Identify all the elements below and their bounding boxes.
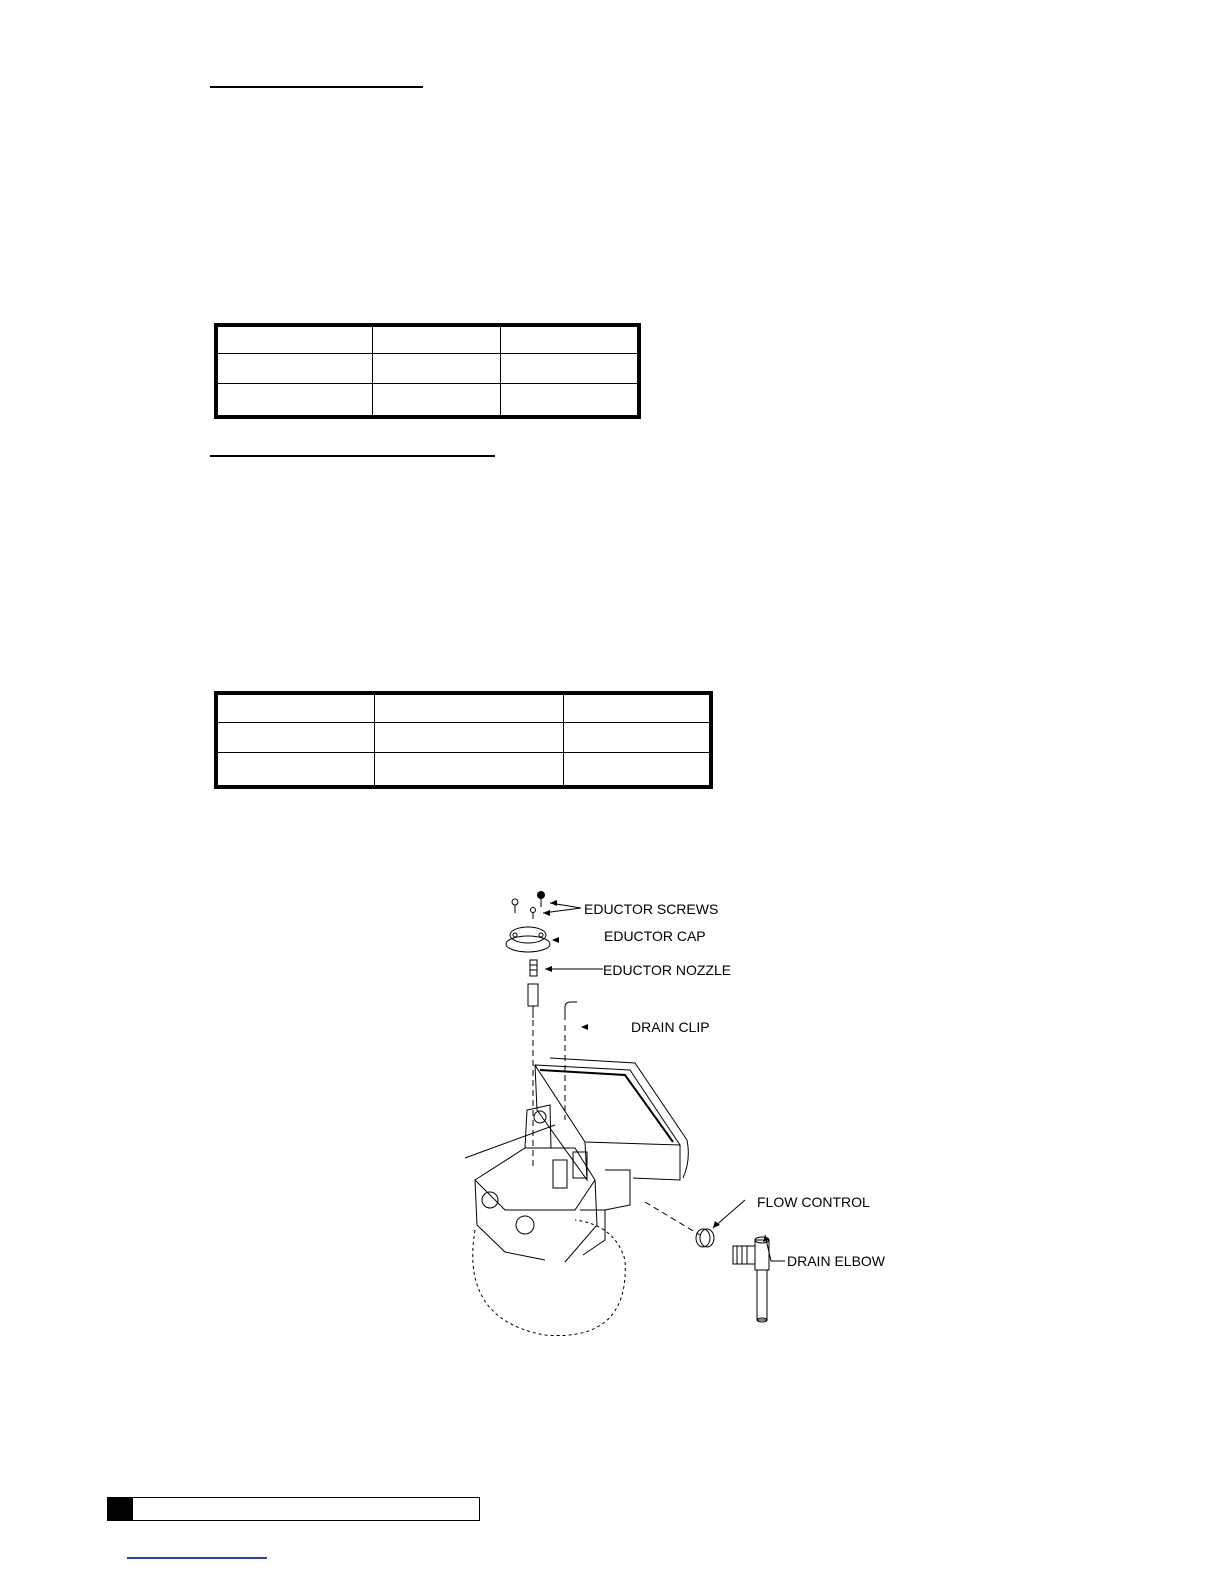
table-row xyxy=(216,752,711,787)
footer-page-tab xyxy=(107,1497,133,1521)
table-cell xyxy=(373,383,501,417)
section-heading-underline-2 xyxy=(210,455,495,457)
table-cell xyxy=(216,693,375,722)
table-cell xyxy=(501,383,640,417)
label-eductor-screws: EDUCTOR SCREWS xyxy=(584,901,719,917)
section-heading-underline-1 xyxy=(210,86,423,88)
table-row xyxy=(216,383,639,417)
table-cell xyxy=(564,722,712,752)
table-cell xyxy=(373,325,501,353)
arrowheads xyxy=(543,900,769,1242)
label-drain-elbow: DRAIN ELBOW xyxy=(787,1253,886,1269)
exploded-parts-diagram xyxy=(455,880,895,1340)
table-row xyxy=(216,353,639,383)
label-flow-control: FLOW CONTROL xyxy=(757,1194,870,1210)
valve-body-icon xyxy=(465,1058,688,1262)
data-table-2 xyxy=(214,691,713,789)
drain-elbow-icon xyxy=(733,1237,769,1322)
label-eductor-cap: EDUCTOR CAP xyxy=(604,928,706,944)
table-row xyxy=(216,325,639,353)
table-cell xyxy=(216,353,373,383)
table-cell xyxy=(375,693,564,722)
table-cell xyxy=(216,383,373,417)
footer-box xyxy=(107,1497,480,1521)
eductor-screw-icon xyxy=(512,892,545,920)
table-cell xyxy=(501,325,640,353)
table-cell xyxy=(375,752,564,787)
table-row xyxy=(216,722,711,752)
table-row xyxy=(216,693,711,722)
data-table-1 xyxy=(214,323,641,419)
table-cell xyxy=(373,353,501,383)
table-cell xyxy=(564,752,712,787)
eductor-cap-icon xyxy=(506,927,550,952)
table-cell xyxy=(564,693,712,722)
drain-clip-icon xyxy=(565,1002,577,1020)
table-cell xyxy=(501,353,640,383)
assembly-lines xyxy=(533,1020,700,1235)
table-cell xyxy=(375,722,564,752)
base-outline xyxy=(473,1220,626,1336)
table-cell xyxy=(216,325,373,353)
footer-link-underline[interactable] xyxy=(127,1557,267,1559)
label-drain-clip: DRAIN CLIP xyxy=(631,1019,710,1035)
leader-lines xyxy=(543,903,785,1261)
flow-control-icon xyxy=(696,1229,714,1247)
table-cell xyxy=(216,722,375,752)
table-cell xyxy=(216,752,375,787)
eductor-nozzle-icon xyxy=(528,960,538,1018)
label-eductor-nozzle: EDUCTOR NOZZLE xyxy=(603,962,732,978)
